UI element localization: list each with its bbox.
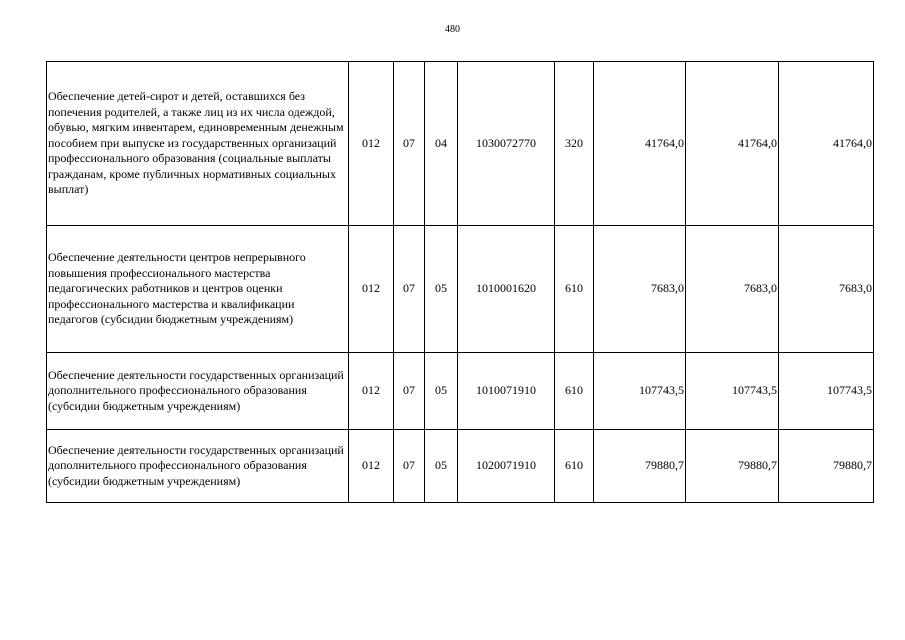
amount-year-1: 7683,0 — [594, 226, 686, 353]
amount-year-1: 41764,0 — [594, 62, 686, 226]
table-row — [47, 62, 874, 226]
amount-year-2: 7683,0 — [686, 226, 779, 353]
amount-year-2: 79880,7 — [686, 430, 779, 503]
target-article-code: 1010071910 — [458, 353, 555, 430]
amount-year-2: 41764,0 — [686, 62, 779, 226]
section-code: 07 — [394, 430, 425, 503]
row-description: Обеспечение деятельности государственных организаций дополнительного профессионального образования (субсидии бюджетным учреждениям) — [47, 430, 349, 503]
target-article-code: 1030072770 — [458, 62, 555, 226]
section-code: 07 — [394, 62, 425, 226]
row-description: Обеспечение детей-сирот и детей, оставшихся без попечения родителей, а также лиц из их числа одеждой, обувью, мягким инвентарем, единовременным денежным пособием при выпуске из государственных организаций профессионального образования (социальные выплаты гражданам, кроме публичных нормативных социальных выплат) — [47, 62, 349, 226]
amount-year-3: 41764,0 — [779, 62, 874, 226]
amount-year-3: 79880,7 — [779, 430, 874, 503]
amount-year-3: 7683,0 — [779, 226, 874, 353]
subsection-code: 04 — [425, 62, 458, 226]
ministry-code: 012 — [349, 62, 394, 226]
table-row — [47, 430, 874, 503]
table-row — [47, 226, 874, 353]
amount-year-1: 107743,5 — [594, 353, 686, 430]
ministry-code: 012 — [349, 353, 394, 430]
expense-type-code: 610 — [555, 430, 594, 503]
budget-table — [46, 61, 874, 503]
expense-type-code: 610 — [555, 353, 594, 430]
amount-year-2: 107743,5 — [686, 353, 779, 430]
section-code: 07 — [394, 226, 425, 353]
amount-year-3: 107743,5 — [779, 353, 874, 430]
ministry-code: 012 — [349, 430, 394, 503]
expense-type-code: 320 — [555, 62, 594, 226]
ministry-code: 012 — [349, 226, 394, 353]
row-description: Обеспечение деятельности государственных организаций дополнительного профессионального образования (субсидии бюджетным учреждениям) — [47, 353, 349, 430]
subsection-code: 05 — [425, 430, 458, 503]
table-row — [47, 353, 874, 430]
target-article-code: 1020071910 — [458, 430, 555, 503]
section-code: 07 — [394, 353, 425, 430]
row-description: Обеспечение деятельности центров непрерывного повышения профессионального мастерства педагогических работников и центров оценки профессионального мастерства и квалификации педагогов (субсидии бюджетным учреждениям) — [47, 226, 349, 353]
expense-type-code: 610 — [555, 226, 594, 353]
amount-year-1: 79880,7 — [594, 430, 686, 503]
target-article-code: 1010001620 — [458, 226, 555, 353]
subsection-code: 05 — [425, 226, 458, 353]
page-number: 480 — [445, 24, 460, 35]
subsection-code: 05 — [425, 353, 458, 430]
